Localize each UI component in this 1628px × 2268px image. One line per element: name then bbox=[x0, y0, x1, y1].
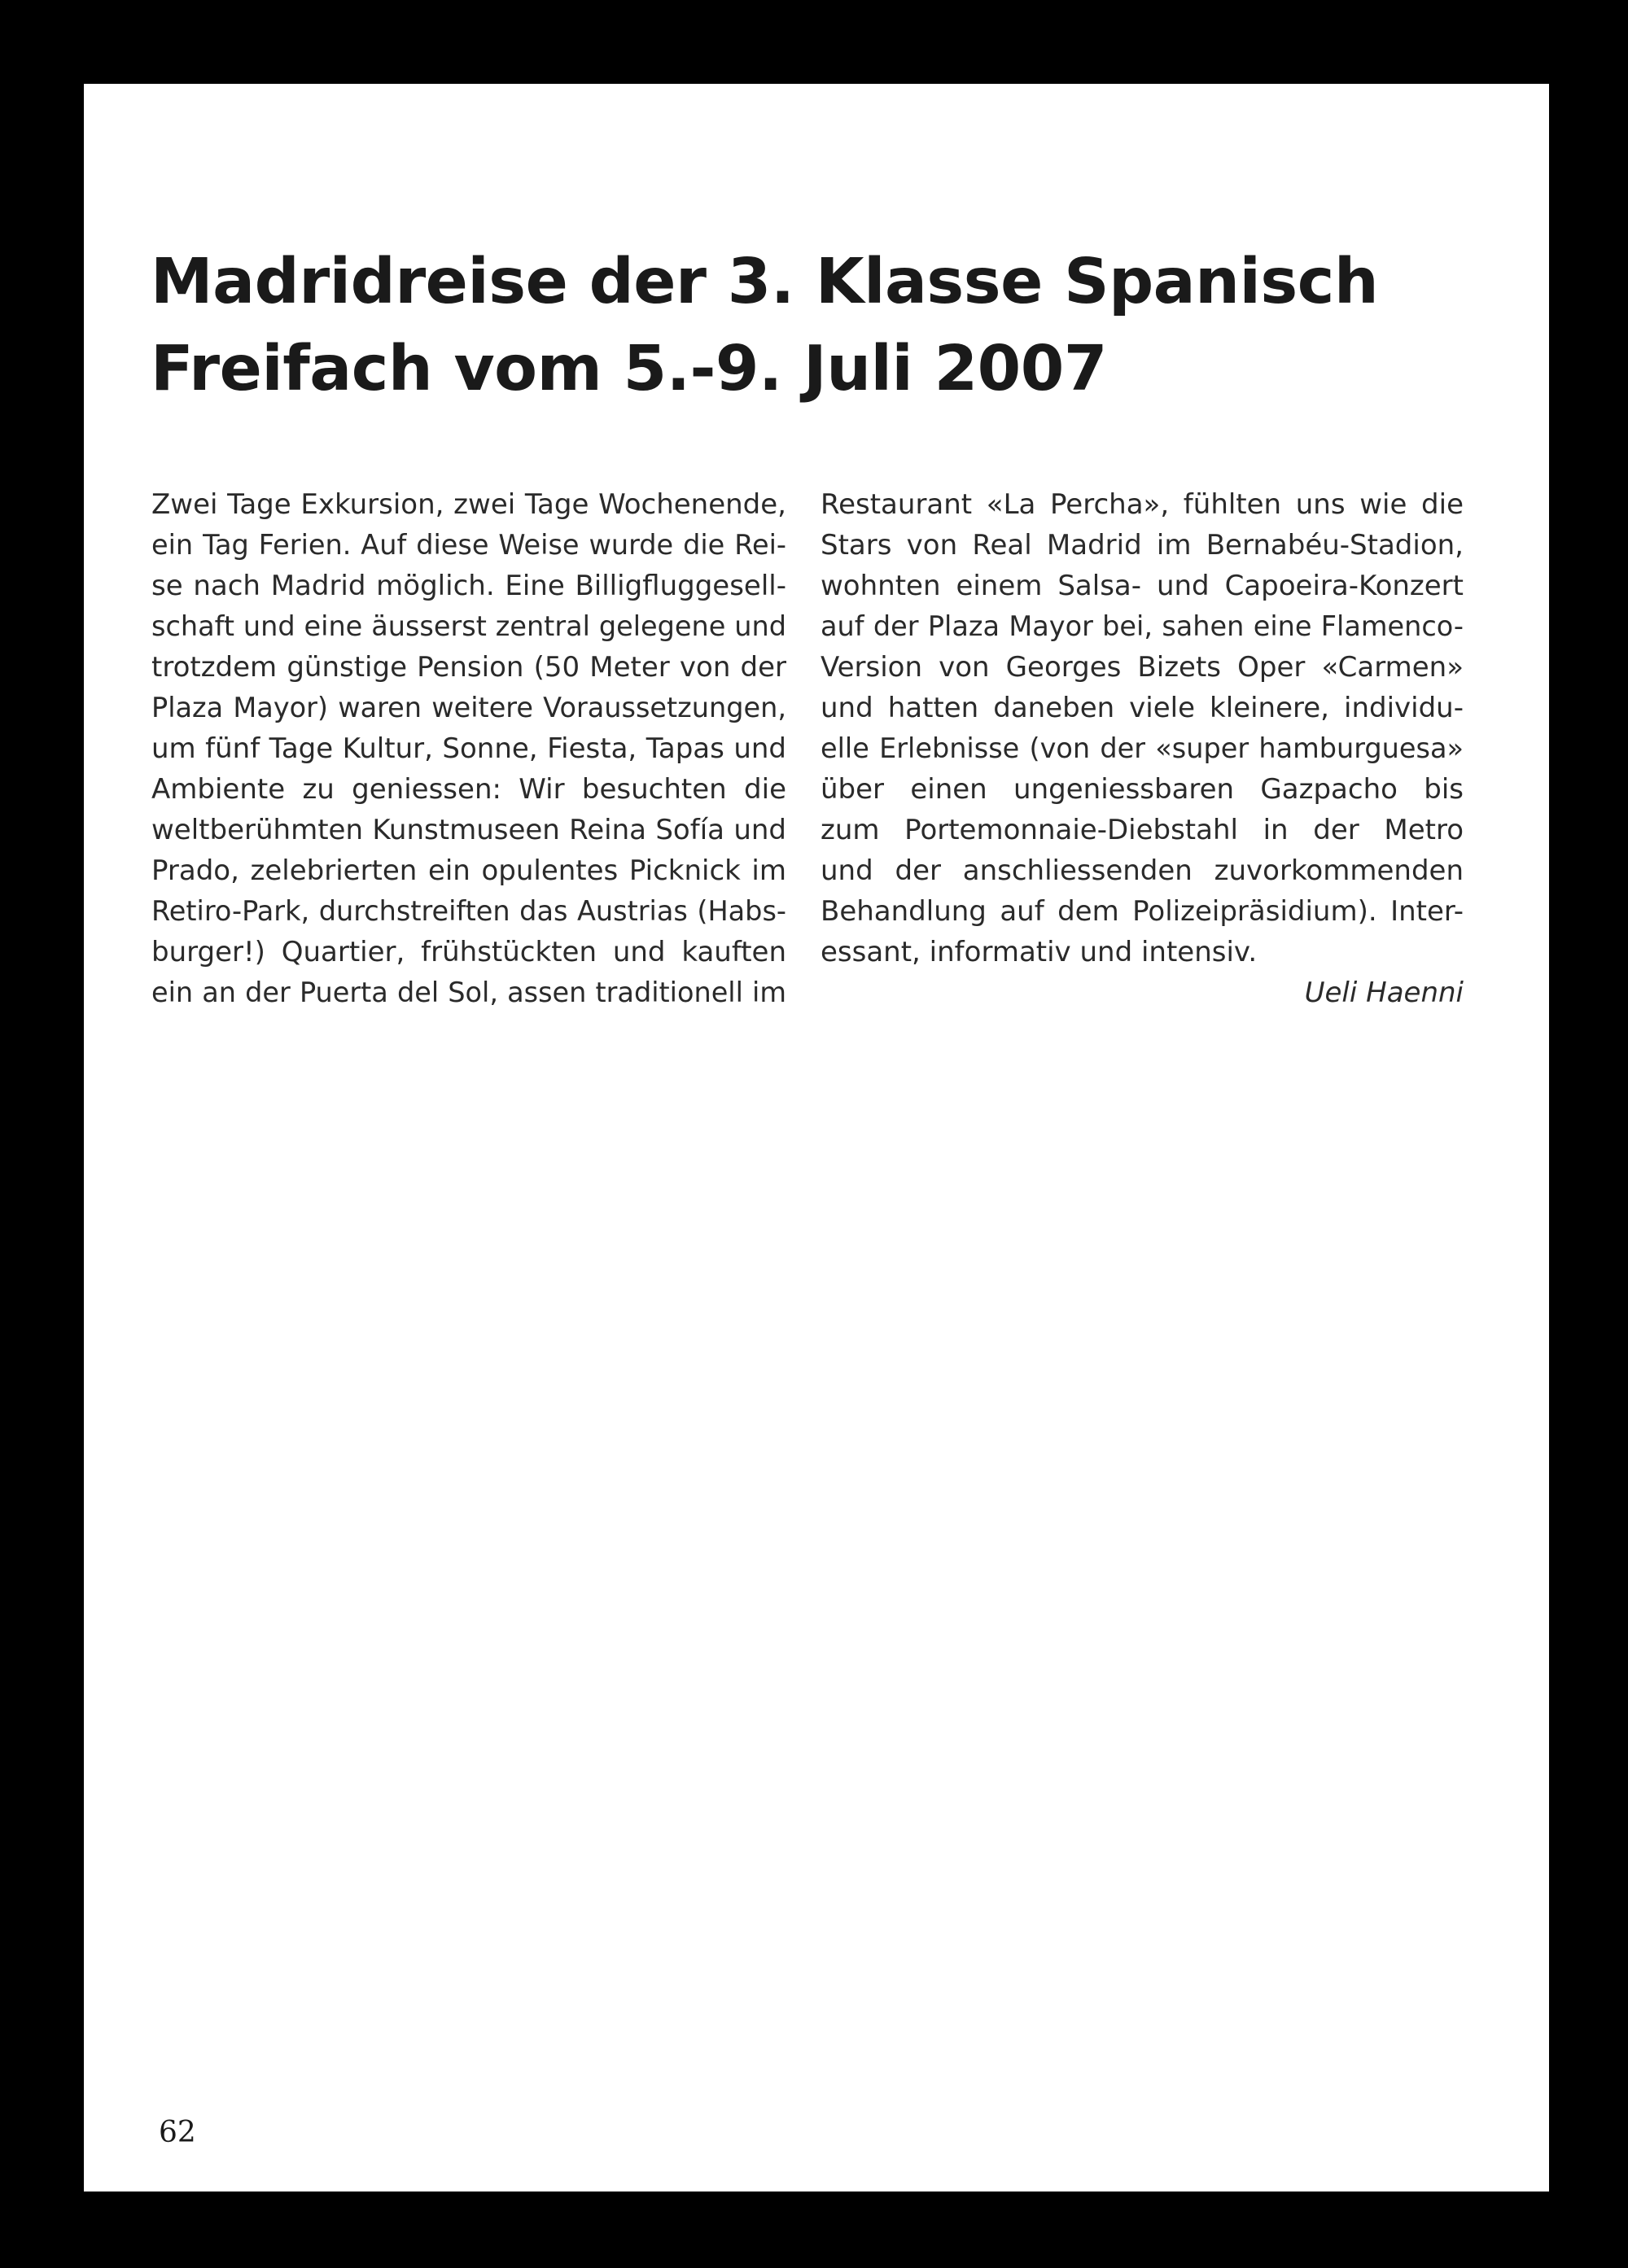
text-line: Ambiente zu geniessen: Wir besuchten die bbox=[151, 773, 786, 806]
text-line: schaft und eine äusserst zentral gelegene und bbox=[151, 610, 786, 642]
text-line: burger!) Quartier, frühstückten und kauften bbox=[151, 936, 786, 968]
text-line: und der anschliessenden zuvorkommenden bbox=[821, 854, 1464, 887]
text-line: se nach Madrid möglich. Eine Billigfluggesell- bbox=[151, 570, 786, 602]
text-line: Zwei Tage Exkursion, zwei Tage Wochenende, bbox=[151, 488, 786, 521]
text-line: Prado, zelebrierten ein opulentes Picknick im bbox=[151, 854, 786, 887]
title-line: Freifach vom 5.-9. Juli 2007 bbox=[151, 333, 1107, 405]
text-line: weltberühmten Kunstmuseen Reina Sofía und bbox=[151, 814, 786, 846]
left-text-column bbox=[151, 484, 786, 1013]
text-line: essant, informativ und intensiv. bbox=[821, 936, 1258, 968]
author-signature: Ueli Haenni bbox=[1304, 977, 1464, 1009]
text-line: über einen ungeniessbaren Gazpacho bis bbox=[821, 773, 1464, 806]
text-line: und hatten daneben viele kleinere, individu- bbox=[821, 692, 1464, 724]
text-line: Restaurant «La Percha», fühlten uns wie die bbox=[821, 488, 1464, 521]
text-line: ein Tag Ferien. Auf diese Weise wurde die Rei- bbox=[151, 529, 786, 561]
text-line: Behandlung auf dem Polizeipräsidium). Inter- bbox=[821, 895, 1464, 928]
title-line: Madridreise der 3. Klasse Spanisch bbox=[151, 246, 1379, 318]
right-text-column bbox=[821, 484, 1464, 1013]
text-line: Version von Georges Bizets Oper «Carmen» bbox=[821, 651, 1464, 684]
text-line: zum Portemonnaie-Diebstahl in der Metro bbox=[821, 814, 1464, 846]
document-page bbox=[84, 84, 1549, 2192]
text-line: wohnten einem Salsa- und Capoeira-Konzert bbox=[821, 570, 1464, 602]
text-line: elle Erlebnisse (von der «super hamburguesa» bbox=[821, 732, 1464, 764]
text-line: Stars von Real Madrid im Bernabéu-Stadion, bbox=[821, 529, 1464, 562]
text-line: um fünf Tage Kultur, Sonne, Fiesta, Tapas und bbox=[151, 732, 786, 765]
text-line: auf der Plaza Mayor bei, sahen eine Flamenco- bbox=[821, 610, 1464, 642]
article-title bbox=[151, 238, 1453, 413]
text-line: Plaza Mayor) waren weitere Voraussetzungen, bbox=[151, 692, 786, 723]
page-number: 62 bbox=[159, 2116, 196, 2149]
text-line: Retiro-Park, durchstreiften das Austrias (Habs- bbox=[151, 895, 786, 927]
text-line: ein an der Puerta del Sol, assen traditionell im bbox=[151, 977, 786, 1008]
text-line: trotzdem günstige Pension (50 Meter von der bbox=[151, 651, 786, 684]
